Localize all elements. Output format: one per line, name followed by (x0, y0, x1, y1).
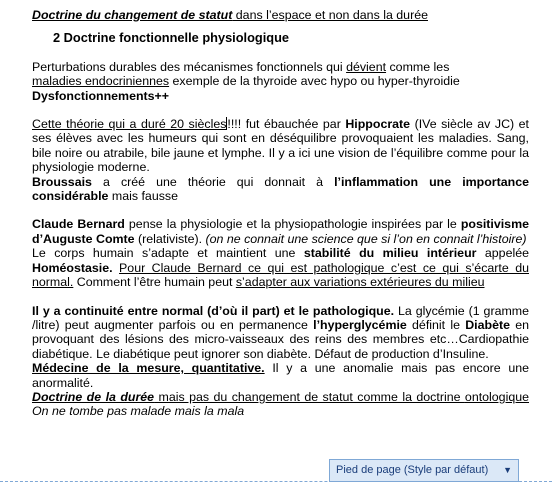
text-run: !!!! fut ébauchée par (227, 117, 346, 132)
text-run: comme les (386, 59, 450, 74)
text-run: définit le (406, 317, 466, 332)
text-run: pense la physiologie et la physiopathologie inspirées par le (124, 217, 461, 232)
text-run: l’inflammation une importance considérable (32, 174, 529, 204)
doctrine-statut-rest: dans l’espace et non dans la durée (232, 8, 428, 22)
paragraph-broussais (32, 175, 529, 204)
text-run: Cette théorie qui a duré 20 siècles (32, 117, 227, 132)
text-run: stabilité du milieu intérieur (303, 246, 477, 261)
text-run: maladies endocriniennes (32, 74, 170, 89)
footer-style-tab[interactable] (329, 459, 519, 482)
paragraph-duree (32, 390, 529, 419)
paragraph-hippocrate (32, 117, 529, 175)
text-run: Il y a continuité entre normal (d’où il part) et le pathologique. (32, 303, 395, 318)
text-run: ontologique (464, 389, 529, 404)
doctrine-statut-title: Doctrine du changement de statut (32, 8, 233, 22)
text-run: Perturbations durables des mécanismes fonctionnels qui (32, 59, 347, 74)
footer-tab-label: Pied de page (Style par défaut) (336, 464, 489, 476)
text-run: l’hyperglycémie (313, 317, 407, 332)
text-run: a créé une théorie qui donnait à (91, 174, 335, 189)
text-run: Dysfonctionnements++ (32, 88, 170, 103)
document-page[interactable] (32, 8, 529, 419)
text-run: mais pas du changement de statut comme la doctrine (154, 389, 465, 404)
text-run: On ne tombe pas malade mais la mala (32, 404, 245, 419)
text-run: Homéostasie. (32, 260, 113, 275)
text-run: Doctrine de la durée (32, 389, 155, 404)
text-run: en provoquant des lésions des micro-vaisseaux des reins des membres etc…Cardiopathie diabétique. Le diabétique peut ignorer son diabète. Défaut de production d’Insuline. (32, 317, 529, 361)
text-run: Médecine de la mesure, quantitative. (32, 361, 265, 376)
text-run: (on ne connait une science que si l’on en connait l’histoire) (205, 231, 527, 246)
text-run: Il y a une anomalie mais pas encore une anormalité. (32, 361, 529, 390)
text-run: Hippocrate (345, 117, 411, 132)
text-run: positivisme d’Auguste Comte (32, 217, 529, 246)
text-run: mais fausse (108, 189, 178, 204)
text-run: Le corps humain s’adapte et maintient une (32, 246, 304, 261)
text-run: Pour Claude Bernard ce qui est pathologique c’est ce qui s’écarte du normal. (32, 260, 529, 290)
text-run: appelée (476, 246, 529, 261)
text-run: s’adapter aux variations extérieures du milieu (235, 275, 485, 290)
paragraph-homeostasie (32, 246, 529, 289)
section-heading: 2 Doctrine fonctionnelle physiologique (53, 30, 290, 46)
paragraph-doctrine-statut (32, 8, 529, 22)
text-run: Broussais (32, 174, 92, 189)
paragraph-continuite (32, 304, 529, 362)
paragraph-perturbations (32, 60, 529, 103)
chevron-down-icon[interactable]: ▼ (503, 465, 512, 475)
text-run: exemple de la thyroide avec hypo ou hyper-thyroidie (169, 74, 460, 89)
text-run: dévient (346, 59, 387, 74)
text-run: La glycémie (1 gramme /litre) peut augmenter parfois ou en permanence (32, 303, 529, 332)
text-run: Diabète (465, 317, 510, 332)
paragraph-mesure (32, 361, 529, 390)
text-run: (IVe siècle av JC) et ses élèves avec les humeurs qui sont en déséquilibre provoquaient les maladies. Sang, bile noire ou atrabile, bile jaune et lymphe. Il y a ici une vision de l’équilibre comme pour la physiologie moderne. (32, 117, 529, 175)
text-run: Claude Bernard (32, 217, 125, 232)
paragraph-claude-bernard (32, 217, 529, 246)
text-run: (relativiste). (134, 231, 206, 246)
text-run: Comment l’être humain peut (73, 275, 236, 290)
